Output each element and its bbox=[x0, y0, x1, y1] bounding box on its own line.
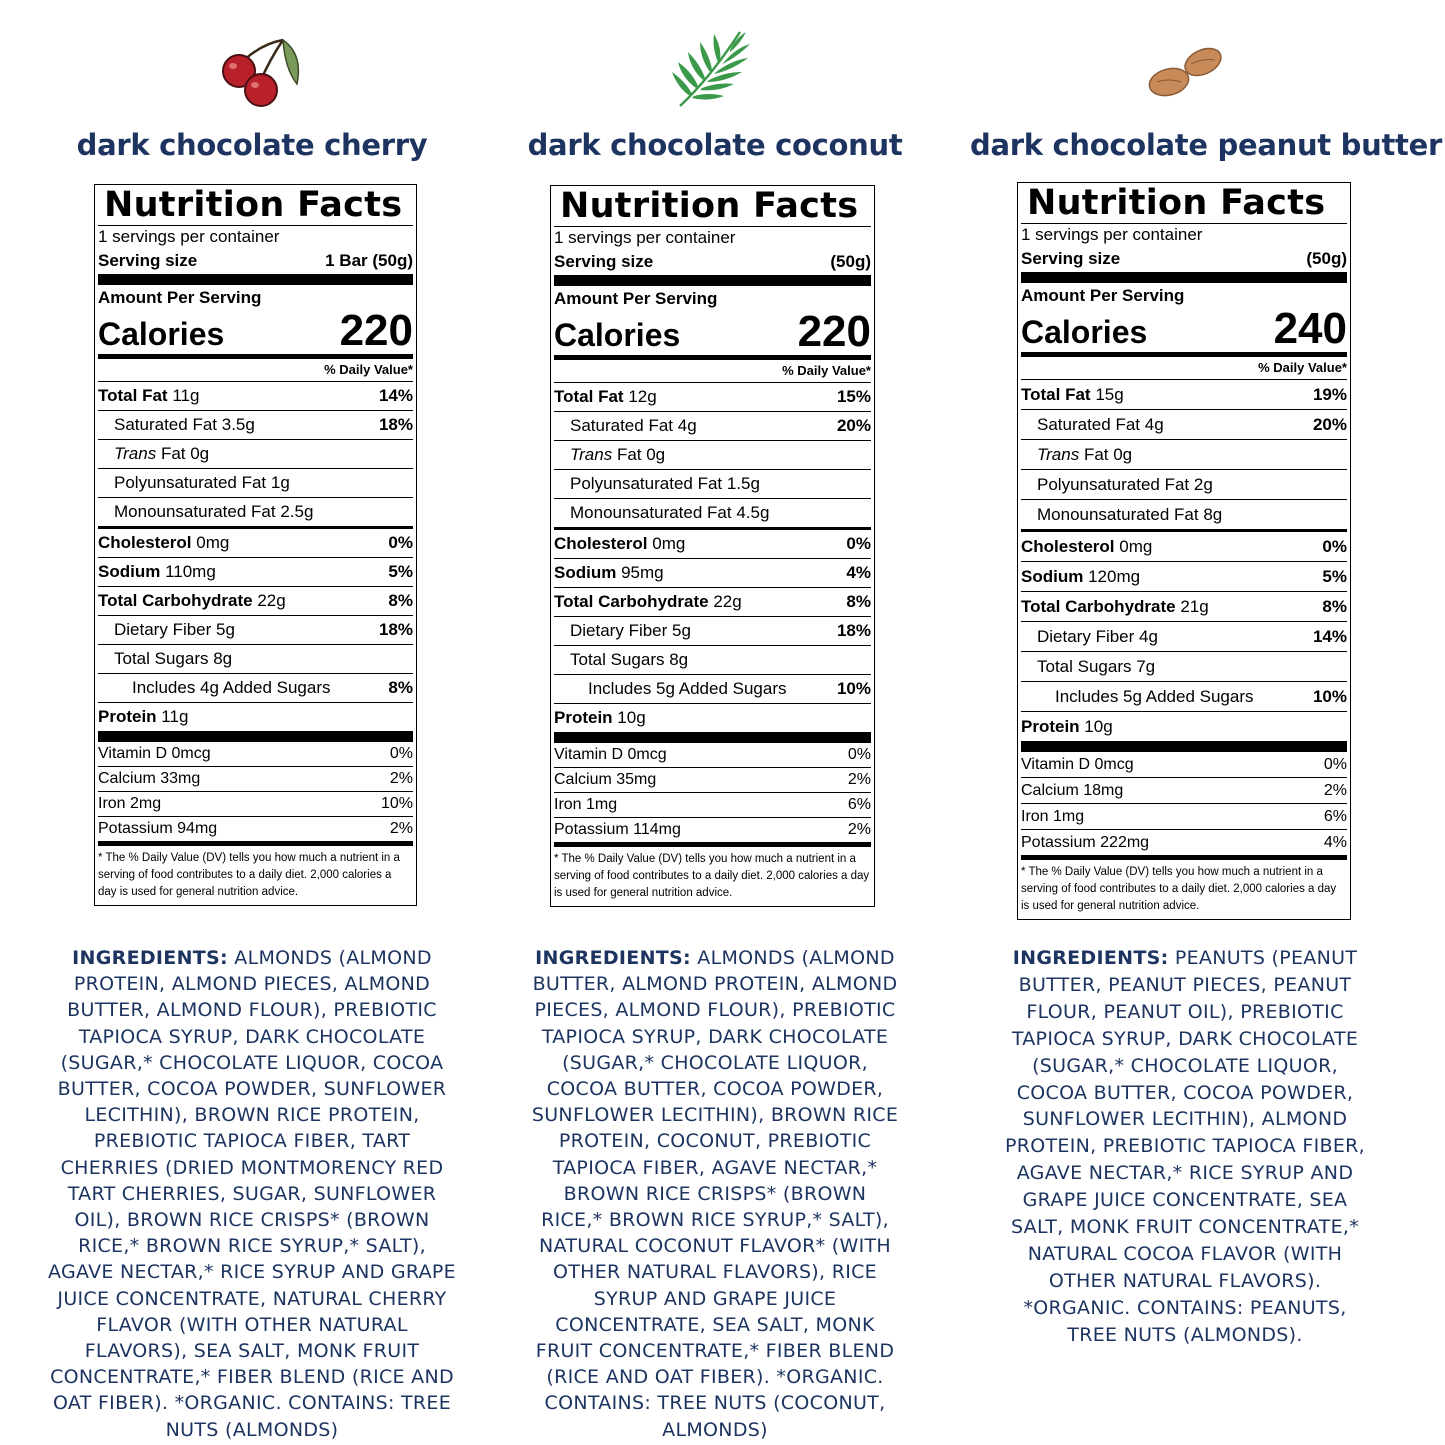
peanut-icon bbox=[1145, 42, 1229, 102]
ingredients-text bbox=[530, 945, 900, 1443]
nf-heading: Nutrition Facts bbox=[554, 186, 871, 227]
servings-per-container: 1 servings per container bbox=[1021, 225, 1203, 244]
product-title: dark chocolate peanut butter bbox=[970, 128, 1442, 162]
calcium-row: Calcium 33mg 2% bbox=[98, 767, 413, 792]
added-sugars-row: Includes 5g Added Sugars 10% bbox=[1021, 682, 1347, 712]
potassium-row: Potassium 94mg 2% bbox=[98, 817, 413, 846]
cholesterol-row: Cholesterol 0mg 0% bbox=[1021, 532, 1347, 562]
cholesterol-row: Cholesterol 0mg 0% bbox=[554, 530, 871, 559]
added-sugars-row: Includes 4g Added Sugars 8% bbox=[98, 674, 413, 703]
ingredients-label: INGREDIENTS: bbox=[1012, 947, 1169, 969]
ingredients-text bbox=[44, 945, 460, 1443]
protein-row: Protein 10g bbox=[554, 704, 871, 743]
trans-fat-row: Trans Fat 0g bbox=[98, 440, 413, 469]
iron-row: Iron 2mg 10% bbox=[98, 792, 413, 817]
nf-heading: Nutrition Facts bbox=[1021, 183, 1347, 224]
added-sugars-row: Includes 5g Added Sugars 10% bbox=[554, 675, 871, 704]
trans-fat-row: Trans Fat 0g bbox=[1021, 440, 1347, 470]
fiber-row: Dietary Fiber 5g 18% bbox=[554, 617, 871, 646]
calories-label: Calories bbox=[98, 316, 225, 352]
ingredients-list: PEANUTS (PEANUT BUTTER, PEANUT PIECES, PEANUT FLOUR, PEANUT OIL), PREBIOTIC TAPIOCA SYRUP, DARK CHOCOLATE (SUGAR,* CHOCOLATE LIQUOR, COCOA BUTTER, COCOA POWDER, SUNFLOWER LECITHIN), ALMOND PROTEIN, PREBIOTIC TAPIOCA FIBER, AGAVE NECTAR,* RICE SYRUP AND GRAPE JUICE CONCENTRATE, SEA SALT, MONK FRUIT CONCENTRATE,* NATURAL COCOA FLAVOR (WITH OTHER NATURAL FLAVORS). *ORGANIC. CONTAINS: PEANUTS, TREE NUTS (ALMONDS). bbox=[1004, 947, 1366, 1346]
calories-value: 220 bbox=[339, 306, 413, 355]
ingredients-label: INGREDIENTS: bbox=[535, 947, 691, 969]
sugars-row: Total Sugars 8g bbox=[98, 645, 413, 674]
daily-value-header: % Daily Value* bbox=[1021, 357, 1347, 380]
product-title: dark chocolate coconut bbox=[527, 128, 903, 162]
sodium-row: Sodium 120mg 5% bbox=[1021, 562, 1347, 592]
daily-value-header: % Daily Value* bbox=[554, 360, 871, 383]
mono-fat-row: Monounsaturated Fat 2.5g bbox=[98, 498, 413, 529]
nf-footnote: * The % Daily Value (DV) tells you how much a nutrient in a serving of food contributes to a daily diet. 2,000 calories a day is used for general nutrition advice. bbox=[98, 852, 400, 898]
calories-value: 220 bbox=[797, 307, 871, 356]
serving-size-value: (50g) bbox=[830, 252, 871, 271]
carbohydrate-row: Total Carbohydrate 21g 8% bbox=[1021, 592, 1347, 622]
serving-size-value: (50g) bbox=[1306, 249, 1347, 268]
calories-label: Calories bbox=[1021, 314, 1148, 350]
mono-fat-row: Monounsaturated Fat 8g bbox=[1021, 500, 1347, 532]
cholesterol-row: Cholesterol 0mg 0% bbox=[98, 529, 413, 558]
amount-per-serving: Amount Per Serving bbox=[554, 289, 718, 308]
serving-size-label: Serving size bbox=[1021, 249, 1121, 268]
vitamin-d-row: Vitamin D 0mcg 0% bbox=[1021, 752, 1347, 778]
poly-fat-row: Polyunsaturated Fat 1g bbox=[98, 469, 413, 498]
nf-footnote: * The % Daily Value (DV) tells you how much a nutrient in a serving of food contributes to a daily diet. 2,000 calories a day is used for general nutrition advice. bbox=[1021, 866, 1337, 912]
potassium-row: Potassium 114mg 2% bbox=[554, 818, 871, 847]
serving-size-value: 1 Bar (50g) bbox=[325, 251, 413, 270]
calcium-row: Calcium 35mg 2% bbox=[554, 768, 871, 793]
product-title: dark chocolate cherry bbox=[76, 128, 428, 162]
calories-value: 240 bbox=[1273, 304, 1347, 353]
ingredients-label: INGREDIENTS: bbox=[72, 947, 228, 969]
saturated-fat-row: Saturated Fat 3.5g 18% bbox=[98, 411, 413, 440]
carbohydrate-row: Total Carbohydrate 22g 8% bbox=[98, 587, 413, 616]
servings-per-container: 1 servings per container bbox=[554, 228, 736, 247]
amount-per-serving: Amount Per Serving bbox=[1021, 286, 1185, 305]
nutrition-facts-label bbox=[550, 185, 875, 907]
vitamin-d-row: Vitamin D 0mcg 0% bbox=[98, 742, 413, 767]
ingredients-list: ALMONDS (ALMOND BUTTER, ALMOND PROTEIN, ALMOND PIECES, ALMOND FLOUR), PREBIOTIC TAPIOCA SYRUP, DARK CHOCOLATE (SUGAR,* CHOCOLATE LIQUOR, COCOA BUTTER, COCOA POWDER, SUNFLOWER LECITHIN), BROWN RICE PROTEIN, COCONUT, PREBIOTIC TAPIOCA FIBER, AGAVE NECTAR,* BROWN RICE CRISPS* (BROWN RICE,* BROWN RICE SYRUP,* SALT), NATURAL COCONUT FLAVOR* (WITH OTHER NATURAL FLAVORS), RICE SYRUP AND GRAPE JUICE CONCENTRATE, SEA SALT, MONK FRUIT CONCENTRATE,* FIBER BLEND (RICE AND OAT FIBER). *ORGANIC. CONTAINS: TREE NUTS (COCONUT, ALMONDS) bbox=[531, 947, 899, 1441]
poly-fat-row: Polyunsaturated Fat 1.5g bbox=[554, 470, 871, 499]
trans-fat-row: Trans Fat 0g bbox=[554, 441, 871, 470]
iron-row: Iron 1mg 6% bbox=[554, 793, 871, 818]
calcium-row: Calcium 18mg 2% bbox=[1021, 778, 1347, 804]
calories-label: Calories bbox=[554, 317, 681, 353]
nutrition-facts-label bbox=[1017, 182, 1351, 920]
sodium-row: Sodium 95mg 4% bbox=[554, 559, 871, 588]
nf-footnote: * The % Daily Value (DV) tells you how much a nutrient in a serving of food contributes to a daily diet. 2,000 calories a day is used for general nutrition advice. bbox=[554, 853, 870, 899]
daily-value-header: % Daily Value* bbox=[98, 359, 413, 382]
amount-per-serving: Amount Per Serving bbox=[98, 288, 262, 307]
mono-fat-row: Monounsaturated Fat 4.5g bbox=[554, 499, 871, 530]
protein-row: Protein 10g bbox=[1021, 712, 1347, 752]
sugars-row: Total Sugars 7g bbox=[1021, 652, 1347, 682]
potassium-row: Potassium 222mg 4% bbox=[1021, 830, 1347, 860]
serving-size-label: Serving size bbox=[554, 252, 654, 271]
protein-row: Protein 11g bbox=[98, 703, 413, 742]
palm-leaf-icon bbox=[670, 28, 754, 112]
fiber-row: Dietary Fiber 4g 14% bbox=[1021, 622, 1347, 652]
serving-size-label: Serving size bbox=[98, 251, 198, 270]
fiber-row: Dietary Fiber 5g 18% bbox=[98, 616, 413, 645]
nutrition-facts-label bbox=[94, 184, 417, 906]
nf-heading: Nutrition Facts bbox=[98, 185, 413, 226]
ingredients-text bbox=[1000, 945, 1370, 1349]
total-fat-row: Total Fat 15g 19% bbox=[1021, 380, 1347, 410]
total-fat-row: Total Fat 12g 15% bbox=[554, 383, 871, 412]
servings-per-container: 1 servings per container bbox=[98, 227, 280, 246]
ingredients-list: ALMONDS (ALMOND PROTEIN, ALMOND PIECES, ALMOND BUTTER, ALMOND FLOUR), PREBIOTIC TAPIOCA SYRUP, DARK CHOCOLATE (SUGAR,* CHOCOLATE LIQUOR, COCOA BUTTER, COCOA POWDER, SUNFLOWER LECITHIN), BROWN RICE PROTEIN, PREBIOTIC TAPIOCA FIBER, TART CHERRIES (DRIED MONTMORENCY RED TART CHERRIES, SUGAR, SUNFLOWER OIL), BROWN RICE CRISPS* (BROWN RICE,* BROWN RICE SYRUP,* SALT), AGAVE NECTAR,* RICE SYRUP AND GRAPE JUICE CONCENTRATE, NATURAL CHERRY FLAVOR (WITH OTHER NATURAL FLAVORS), SEA SALT, MONK FRUIT CONCENTRATE,* FIBER BLEND (RICE AND OAT FIBER). *ORGANIC. CONTAINS: TREE NUTS (ALMONDS) bbox=[48, 947, 456, 1441]
cherry-icon bbox=[215, 34, 305, 109]
total-fat-row: Total Fat 11g 14% bbox=[98, 382, 413, 411]
sugars-row: Total Sugars 8g bbox=[554, 646, 871, 675]
saturated-fat-row: Saturated Fat 4g 20% bbox=[554, 412, 871, 441]
carbohydrate-row: Total Carbohydrate 22g 8% bbox=[554, 588, 871, 617]
iron-row: Iron 1mg 6% bbox=[1021, 804, 1347, 830]
sodium-row: Sodium 110mg 5% bbox=[98, 558, 413, 587]
vitamin-d-row: Vitamin D 0mcg 0% bbox=[554, 743, 871, 768]
poly-fat-row: Polyunsaturated Fat 2g bbox=[1021, 470, 1347, 500]
saturated-fat-row: Saturated Fat 4g 20% bbox=[1021, 410, 1347, 440]
